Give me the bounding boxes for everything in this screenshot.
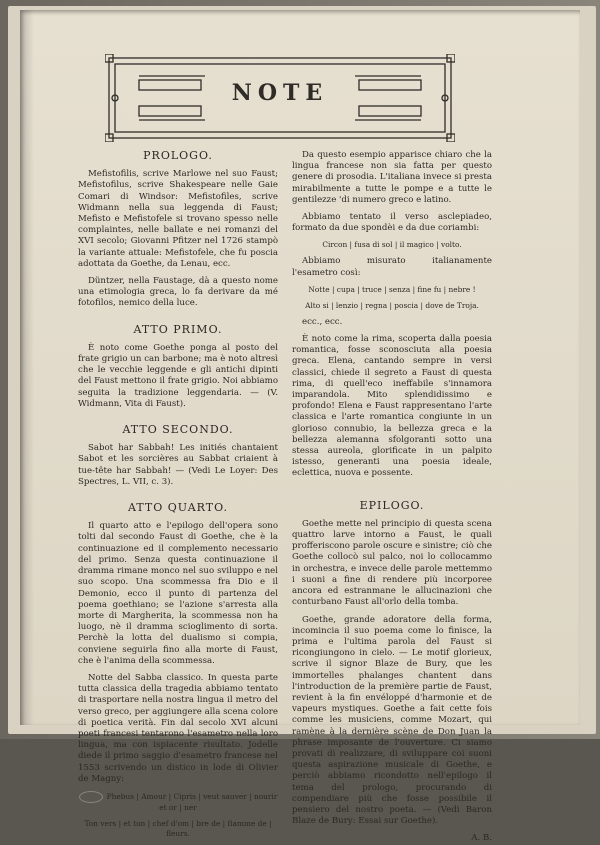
paragraph: Mefistofilis, scrive Marlowe nel suo Faust; Mefistofilus, scrive Shakespeare nelle Gaie Comari di Windsor: Mefistofiles, scrive Widmann nella sua leggenda di Faust; Mefisto e Mefistofele si trovano spesso nelle complaintes, nelle ballate e nei romanzi del XVI secolo; Giovanni Pfitzer nel 1726 stampò la variante attuale: Mefistofele, che fu poscia adottata da Goethe, da Lenau, ecc. [78,169,278,269]
heading-prologo: PROLOGO. [143,149,213,162]
verse-line: Ton vers | et ton | chef d'om | bre de | flamme de | fleurs. [84,818,272,838]
verse-line: Circon | fusa di sol | il magico | volto. [322,240,462,250]
paragraph: Abbiamo tentato il verso asclepiadeo, formato da due spondèi e da due coriambi: [292,212,492,234]
paragraph: Notte del Sabba classico. In questa parte tutta classica della tragedia abbiamo tentato di trasportare nella nostra lingua il metro del verso greco, per aggiungere alla scena colore di poetica verità. Fin dal secolo XVI alcuni poeti francesi tentarono l'esametro nella loro lingua, ma con ispiacente risultato. Jodelle diede il primo saggio d'esametro francese nel 1553 scrivendo un distico in lode di Olivier de Magny: [78,672,278,784]
heading-epilogo: EPILOGO. [359,498,425,512]
heading-atto-quarto: ATTO QUARTO. [128,501,228,515]
signature: A. B. [471,833,492,844]
left-column [78,150,278,845]
paragraph: Da questo esempio apparisce chiaro che la lingua francese non sia fatta per questo genere di prosodia. L'italiana invece si presta mirabilmente a tutte le pompe e a tutte le gentilezze 'di numero greco e latino. [292,150,492,205]
paragraph: Sabot har Sabbah! Les initiés chantaient Sabot et les sorcières au Sabbat criaient à tue-tête har Sabbah! — (Vedi Le Loyer: Des Spectres, L. VII, c. 3). [78,443,278,487]
heading-atto-primo: ATTO PRIMO. [133,322,223,336]
paragraph: Il quarto atto e l'epilogo dell'opera sono tolti dal secondo Faust di Goethe, che è la continuazione ed il complemento necessario del primo. Senza questa continuazione il dramma rimane monco nel suo sviluppo e nel suo scopo. Una scommessa fra Dio e il Demonio, ecco il punto di partenza del poema goethiano; se l'azione s'arresta alla morte di Margherita, la scommessa non ha luogo, nè il dramma scioglimento di sorta. Perchè la lotta del dualismo si compia, conviene seguirla fino alla morte di Faust, che è l'anima della scommessa. [78,521,278,666]
paragraph: Abbiamo misurato italianamente l'esametro così: [292,256,492,278]
paragraph: È noto come Goethe ponga al posto del frate grigio un can barbone; ma è noto altresì che le vecchie leggende e gli antichi dipinti del Faust mettono il frate grigio. Noi abbiamo seguita la tradizione leggendaria. — (V. Widmann, Vita di Faust). [78,342,278,409]
heading-atto-secondo: ATTO SECONDO. [122,423,234,437]
page-title: NOTE [231,80,329,106]
paragraph: È noto come la rima, scoperta dalla poesia romantica, fosse sconosciuta alla poesia greca. Elena, cantando sempre in versi classici, chiede il segreto a Faust di questa rima, di quell'eco ineffabile s'innamora imparandola. Mito splendidissimo e profondo! Elena e Faust rappresentano l'arte classica e l'arte romantica congiunte in un glorioso connubio, la bellezza greca e la bellezza alemanna sfolgoranti sotto una stessa aureola, glorificate in un palpito istesso, generanti una poesia ideale, eclettica, nuova e possente. [292,334,492,479]
paragraph: Düntzer, nella Faustage, dà a questo nome una etimologia greca, lo fa derivare da mé fotofilos, nemico della luce. [78,276,278,309]
library-stamp-icon [79,791,103,803]
paragraph: ecc., ecc. [302,316,343,327]
spine-shadow [20,10,34,725]
paragraph: Goethe, grande adoratore della forma, incomincia il suo poema come lo finisce, la prima e l'ultima parola del Faust si ricongiungono in cielo. — Le motif glorieux, scrive il signor Blaze de Bury, que les immortelles phalanges chantent dans l'introduction de la première partie de Faust, revient à la fin envéloppé d'harmonie et de vapeurs mystiques. Goethe a fait cette fois comme les musiciens, comme Mozart, qui ramène à la dernière scène de Don Juan la phrase imposante de l'ouverture. Ci siamo provati di realizzare, di sviluppare coi suoni questa aspirazione musicale di Goethe, e perciò abbiamo ricondotto nell'epilogo il tema del prologo, procurando di compendiare più che fosse possibile il pensiero del nostro poeta. — (Vedi Baron Blaze de Bury: Essai sur Goethe). [292,614,492,827]
right-column [292,150,492,845]
paragraph: Goethe mette nel principio di questa scena quattro larve intorno a Faust, le quali profferiscono parole oscure e sinistre; ciò che Goethe collocò sul palco, noi lo collocammo in orchestra, e invece delle parole mettemmo i suoni a fine di rendere più incorporee ancora ed estranmane le allucinazioni che conturbano Faust all'orlo della tomba. [292,518,492,608]
verse-line: Alto si | lenzio | regna | poscia | dove de Troja. [305,300,479,310]
verse-line: Notte | cupa | truce | senza | fine fu | nebre ! [308,284,476,294]
verse-line: Phebus | Amour | Cipris | veut sauver | nourir et or | ner [78,791,278,813]
header-ornament [105,54,455,142]
